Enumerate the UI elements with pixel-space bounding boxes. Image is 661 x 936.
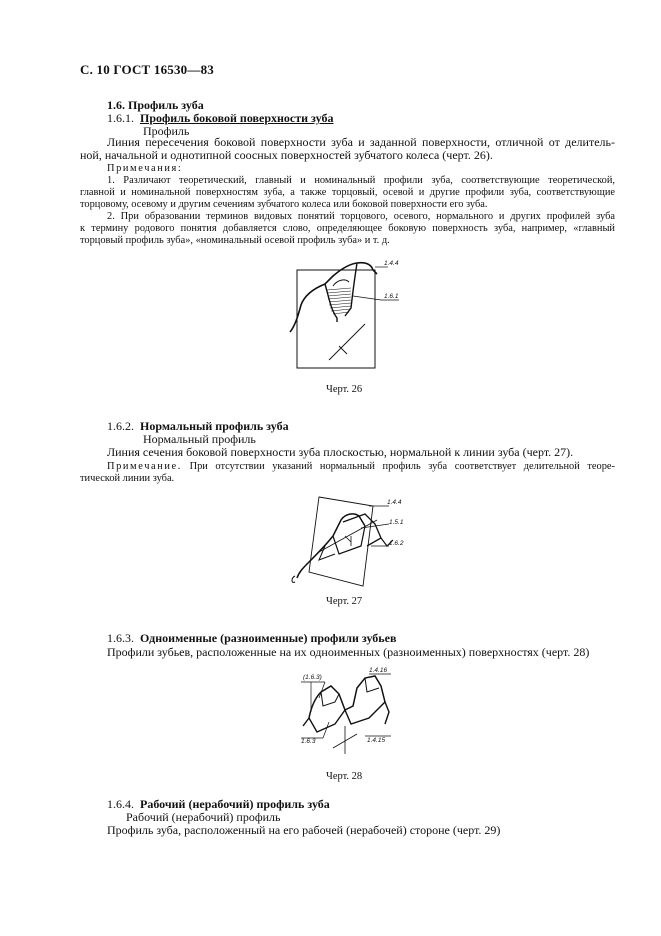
- term-number: 1.6.2.: [107, 419, 134, 433]
- normal-plane: [309, 497, 373, 586]
- note-1-line3: торцовому, осевому и другим сечениям зубчатого колеса или боковой поверхности его зуба.: [80, 199, 488, 210]
- tooth-root: [319, 546, 335, 560]
- label-1-6-3-bottom: 1.6.3: [301, 738, 316, 745]
- end-curl: [292, 576, 295, 582]
- definition-1-6-4: Профиль зуба, расположенный на его рабочей (нерабочей) стороне (черт. 29): [107, 823, 501, 837]
- note-1-6-2-line2: тической линии зуба.: [80, 473, 175, 484]
- note-2-line1: 2. При образовании терминов видовых понятий торцового, осевого, нормального и других профилей зуба: [107, 211, 615, 222]
- term-number: 1.6.3.: [107, 631, 134, 645]
- label-1-6-1: 1.6.1: [384, 293, 399, 300]
- label-1-4-15: 1.4.15: [367, 737, 386, 744]
- label-1-6-3-top: (1.6.3): [303, 674, 322, 681]
- note-2-line3: торцовый профиль зуба», «номинальный осевой профиль зуба» и т. д.: [80, 235, 390, 246]
- leader-1-6-1: [353, 296, 381, 300]
- tooth-1-face: [321, 692, 339, 706]
- tooth-flank-right: [345, 263, 357, 316]
- note-1-line2: главной и номинальной поверхностям зуба, а также торцовый, осевой и другие профили зуба, соответствующие: [80, 187, 615, 198]
- figure-26-caption: Черт. 26: [326, 384, 363, 395]
- teeth-outline-right: [345, 702, 389, 724]
- term-title: Одноименные (разноименные) профили зубьев: [140, 631, 397, 645]
- label-1-6-2: 1.6.2: [389, 540, 404, 547]
- definition-1-6-1-line2: ной, начальной и однотипной соосных поверхностей зубчатого колеса (черт. 26).: [80, 148, 493, 162]
- term-number: 1.6.1.: [107, 111, 134, 125]
- term-short-1-6-4: Рабочий (нерабочий) профиль: [126, 810, 281, 824]
- figure-27-drawing: [285, 492, 415, 592]
- note-1-line1: 1. Различают теоретический, главный и номинальный профили зуба, соответствующие теоретической,: [107, 175, 615, 186]
- term-1-6-3: [107, 631, 396, 645]
- label-1-4-4: 1.4.4: [384, 260, 399, 267]
- figure-28-caption: Черт. 28: [326, 771, 363, 782]
- term-short-1-6-1: Профиль: [143, 124, 190, 138]
- term-title: Рабочий (нерабочий) профиль зуба: [140, 797, 330, 811]
- figure-27-caption: Черт. 27: [326, 596, 363, 607]
- definition-1-6-3: Профили зубьев, расположенные на их одноименных (разноименных) поверхностях (черт. 28): [107, 645, 590, 659]
- note-2-line2: к термину родового понятия добавляется слово, определяющее боковую поверхность зуба, например, «главный: [80, 223, 615, 234]
- note-text: При отсутствии указаний нормальный профиль зуба соответствует делительной теоре-: [189, 461, 615, 472]
- figure-28-drawing: [295, 662, 405, 760]
- term-1-6-2: [107, 419, 289, 433]
- label-1-4-4: 1.4.4: [387, 499, 402, 506]
- profile-hatch: [327, 288, 351, 314]
- label-1-5-1: 1.5.1: [389, 519, 404, 526]
- term-title: Профиль боковой поверхности зуба: [140, 111, 334, 125]
- term-1-6-4: [107, 797, 330, 811]
- term-title: Нормальный профиль зуба: [140, 419, 289, 433]
- page-header: С. 10 ГОСТ 16530—83: [80, 62, 214, 77]
- term-1-6-1: [107, 111, 333, 125]
- note-1-6-2-line1: [107, 460, 615, 473]
- tooth-outline-front: [297, 514, 365, 578]
- label-1-4-16: 1.4.16: [369, 667, 388, 674]
- axis-tick: [339, 346, 347, 354]
- section-heading-1-6: 1.6. Профиль зуба: [107, 98, 204, 112]
- definition-1-6-2: Линия сечения боковой поверхности зуба плоскостью, нормальной к линии зуба (черт. 27).: [107, 445, 574, 459]
- profile-top-arc: [333, 280, 349, 286]
- leader-1-6-3-bottom-b: [323, 722, 329, 738]
- note-title: Примечание.: [107, 461, 182, 472]
- definition-1-6-1-line1: Линия пересечения боковой поверхности зуба и заданной поверхности, отличной от делитель-: [107, 135, 615, 149]
- figure-26-drawing: [285, 250, 415, 375]
- notes-title: Примечания:: [107, 163, 183, 174]
- term-number: 1.6.4.: [107, 797, 134, 811]
- axis-line: [329, 324, 365, 360]
- term-short-1-6-2: Нормальный профиль: [143, 432, 256, 446]
